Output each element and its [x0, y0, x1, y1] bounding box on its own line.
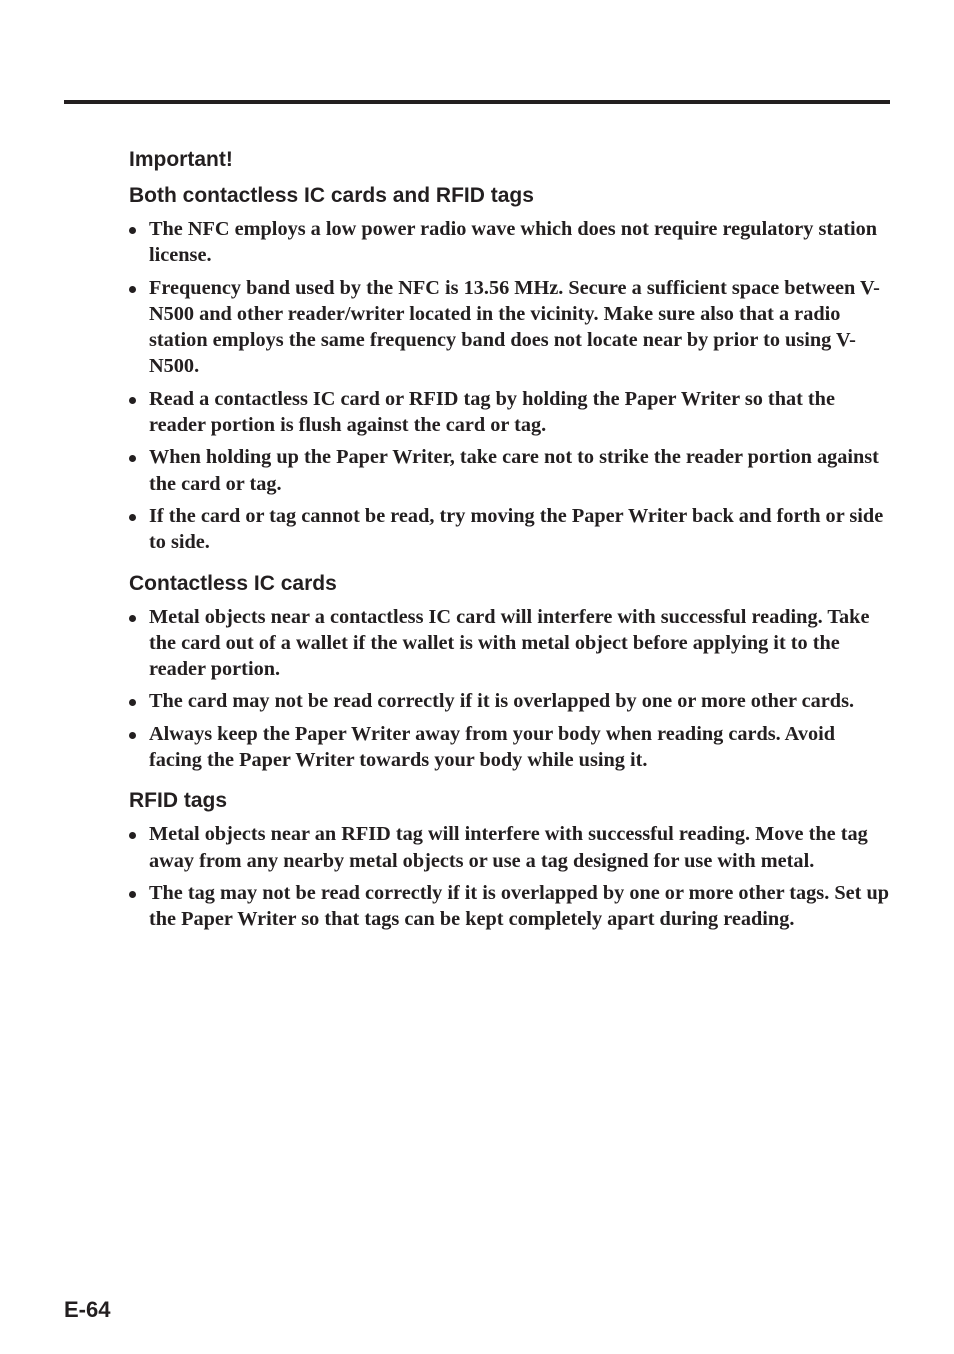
section-heading: Contactless IC cards [129, 571, 337, 595]
list-item [129, 503, 891, 556]
page-number: E-64 [64, 1297, 111, 1322]
important-heading: Important! [129, 148, 233, 171]
bullet-list [129, 604, 891, 774]
list-item-text: Metal objects near a contactless IC card will interfere with successful reading. Take the card out of a wallet if the wallet is with metal object before applying it to the reader portion. [149, 605, 870, 681]
list-item-text: The card may not be read correctly if it is overlapped by one or more other cards. [149, 690, 855, 713]
list-item [129, 821, 891, 874]
list-item-text: The NFC employs a low power radio wave which does not require regulatory station license. [149, 218, 878, 267]
list-item [129, 275, 891, 380]
list-item-text: Frequency band used by the NFC is 13.56 MHz. Secure a sufficient space between V-N500 and other reader/writer located in the vicinity. Make sure also that a radio station employs the same frequency band does not locate near by prior to using V-N500. [149, 276, 880, 378]
list-item-text: Metal objects near an RFID tag will interfere with successful reading. Move the tag away from any nearby metal objects or use a tag designed for use with metal. [149, 823, 868, 872]
list-item [129, 444, 891, 497]
section-heading: RFID tags [129, 789, 228, 813]
section-heading: Both contactless IC cards and RFID tags [129, 184, 534, 207]
list-item-text: Always keep the Paper Writer away from your body when reading cards. Avoid facing the Paper Writer towards your body while using it. [149, 722, 836, 772]
section-rfid-tags [129, 787, 891, 932]
bullet-dot-icon [129, 286, 136, 293]
list-item-text: The tag may not be read correctly if it is overlapped by one or more other tags. Set up the Paper Writer so that tags can be kept completely apart during reading. [149, 881, 890, 931]
section-ic-cards [129, 570, 891, 774]
list-item [129, 604, 891, 683]
list-item [129, 721, 891, 774]
list-item [129, 688, 891, 714]
list-item-text: If the card or tag cannot be read, try moving the Paper Writer back and forth or side to side. [149, 504, 884, 554]
bullet-dot-icon [129, 699, 136, 706]
bullet-dot-icon [129, 891, 136, 898]
bullet-list [129, 216, 891, 556]
page-content [129, 146, 891, 939]
bullet-dot-icon [129, 732, 136, 739]
top-divider [64, 100, 890, 104]
list-item [129, 880, 891, 933]
bullet-dot-icon [129, 832, 136, 839]
bullet-dot-icon [129, 397, 136, 404]
list-item [129, 386, 891, 439]
bullet-dot-icon [129, 514, 136, 521]
bullet-dot-icon [129, 615, 136, 622]
bullet-dot-icon [129, 455, 136, 462]
list-item-text: Read a contactless IC card or RFID tag by holding the Paper Writer so that the reader portion is flush against the card or tag. [149, 387, 835, 437]
bullet-dot-icon [129, 227, 136, 234]
section-both [129, 182, 891, 556]
bullet-list [129, 821, 891, 932]
list-item [129, 216, 891, 269]
list-item-text: When holding up the Paper Writer, take care not to strike the reader portion against the card or tag. [149, 446, 879, 495]
